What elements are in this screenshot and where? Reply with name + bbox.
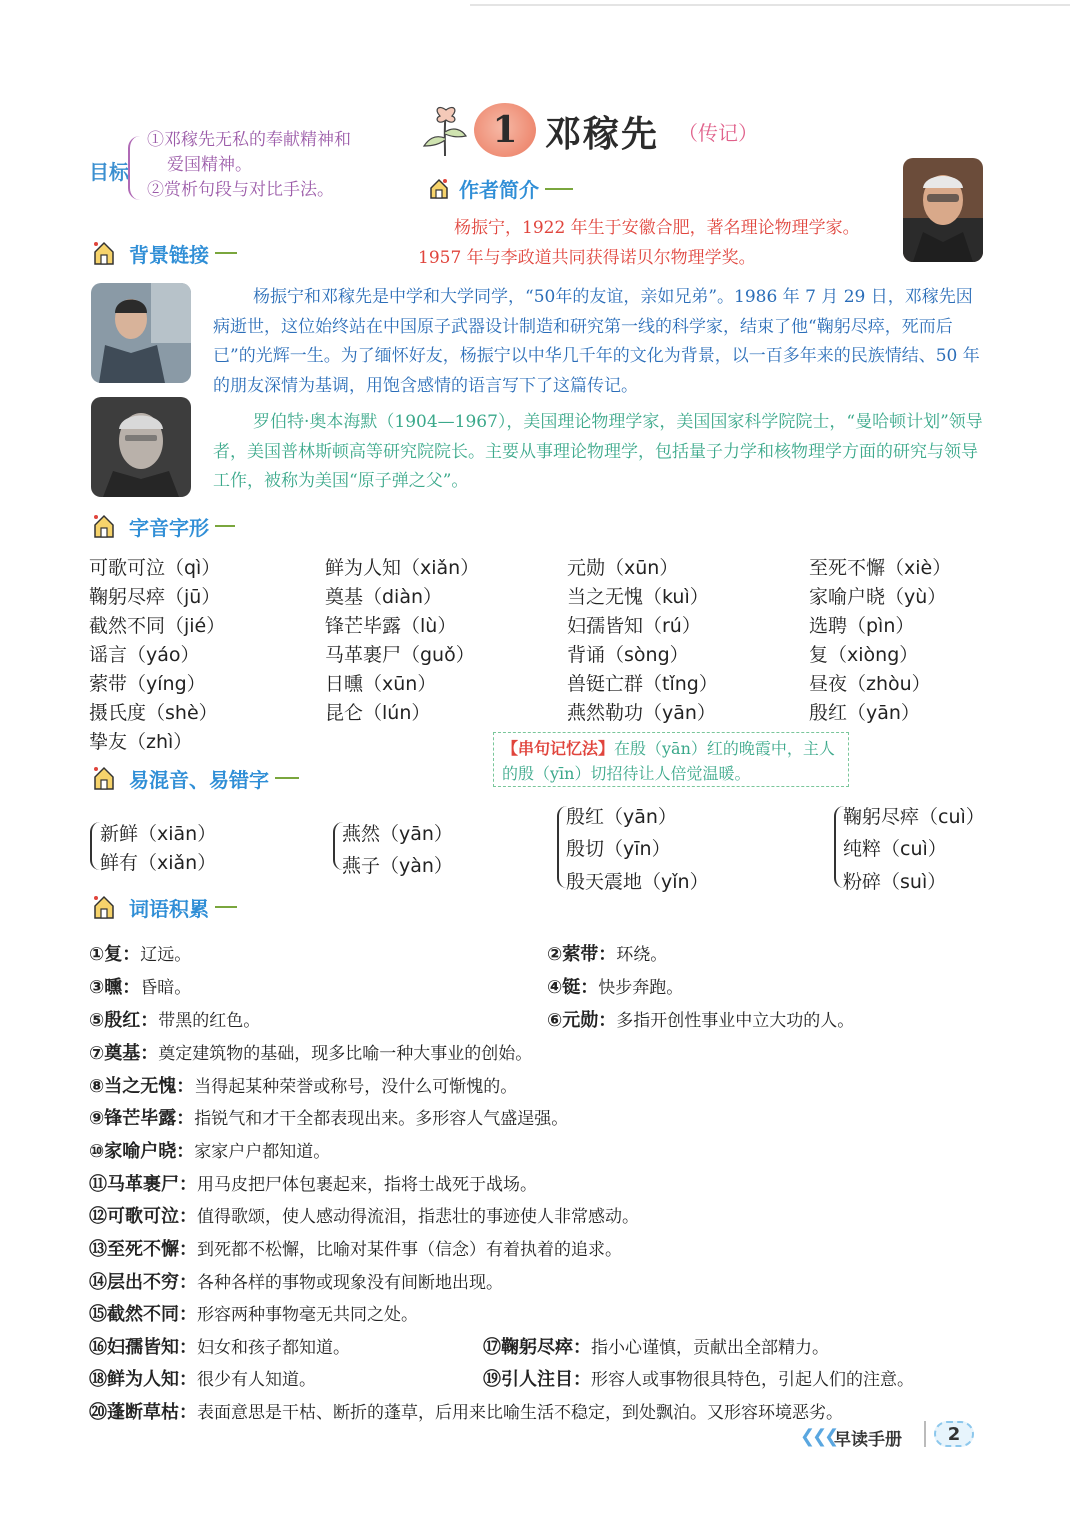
pronunciation-item: 背诵（sòng）: [567, 644, 689, 666]
section-title: 易混音、易错字: [129, 767, 269, 792]
pronunciation-item: 昆仑（lún）: [325, 702, 431, 724]
flower-decoration-icon: [420, 98, 470, 158]
confusable-item: 鞠躬尽瘁（cuì）: [843, 806, 985, 828]
pencil-house-icon: [89, 238, 123, 268]
group-bracket: [90, 822, 100, 870]
section-header-pronunciation: [89, 511, 235, 541]
pronunciation-item: 燕然勒功（yān）: [567, 702, 716, 724]
pronunciation-item: 殷红（yān）: [809, 702, 920, 724]
section-underline: [215, 252, 237, 254]
vocabulary-item: ⑤殷红：带黑的红色。: [89, 1010, 261, 1031]
author-portrait-image: [903, 158, 983, 262]
vocabulary-item: ⑩家喻户晓：家家户户都知道。: [89, 1141, 331, 1162]
memory-tip-box: [493, 732, 849, 787]
vocabulary-item: ⑮截然不同：形容两种事物毫无共同之处。: [89, 1304, 418, 1325]
pencil-house-icon: [89, 892, 123, 922]
author-intro-line: 1957 年与李政道共同获得诺贝尔物理学奖。: [418, 248, 756, 268]
page-number: 2: [934, 1421, 974, 1447]
vocabulary-item: ⑧当之无愧：当得起某种荣誉或称号，没什么可惭愧的。: [89, 1076, 518, 1097]
pronunciation-item: 锋芒毕露（lù）: [325, 615, 457, 637]
section-title: 词语积累: [129, 896, 209, 921]
lesson-genre: （传记）: [678, 121, 758, 145]
section-title: 背景链接: [129, 242, 209, 267]
section-title: 字音字形: [129, 515, 209, 540]
vocabulary-item: ⑬至死不懈：到死都不松懈，比喻对某件事（信念）有着执着的追求。: [89, 1239, 622, 1260]
memory-tip-title: 【串句记忆法】: [502, 739, 615, 758]
confusable-item: 纯粹（cuì）: [843, 838, 947, 860]
vocabulary-item: ③曛：昏暗。: [89, 977, 192, 998]
pencil-house-icon: [427, 176, 453, 202]
background-paragraph-1: 杨振宁和邓稼先是中学和大学同学，“50年的友谊，亲如兄弟”。1986 年 7 月 29 日，邓稼先因病逝世，这位始终站在中国原子武器设计制造和研究第一线的科学家，结束了他“鞠躬尽瘁，死而后已”的光辉一生。为了缅怀好友，杨振宁以中华几千年的文化为背景，以一百多年来的民族情结、50 年的朋友深情为基调，用饱含感情的语言写下了这篇传记。: [213, 287, 980, 396]
memory-tip-text: 在殷（yān）红的晚霞中，主人的殷（yīn）切招待让人倍觉温暖。: [502, 739, 835, 783]
vocabulary-item: ⑱鲜为人知：很少有人知道。: [89, 1369, 316, 1390]
vocabulary-item: ⑫可歌可泣：值得歌颂，使人感动得流泪，指悲壮的事迹使人非常感动。: [89, 1206, 639, 1227]
vocabulary-item: ⑪马革裹尸：用马皮把尸体包裹起来，指将士战死于战场。: [89, 1174, 537, 1195]
pronunciation-item: 摄氏度（shè）: [89, 702, 218, 724]
section-underline: [275, 777, 299, 779]
author-intro-line: 杨振宁，1922 年生于安徽合肥，著名理论物理学家。: [454, 218, 860, 238]
footer-arrows-icon: ❮❮❮: [800, 1426, 837, 1447]
pronunciation-item: 兽铤亡群（tǐng）: [567, 673, 718, 695]
vocabulary-item: ⑦奠基：奠定建筑物的基础，现多比喻一种大事业的创始。: [89, 1043, 533, 1064]
pronunciation-item: 可歌可泣（qì）: [89, 557, 221, 579]
section-underline: [215, 906, 237, 908]
objectives-list: [147, 128, 407, 203]
objectives-brace: [128, 136, 144, 200]
footer-label: 早读手册: [834, 1430, 902, 1450]
oppenheimer-photo: [91, 397, 191, 497]
lesson-title: 邓稼先: [545, 113, 660, 155]
objective-item: 爱国精神。: [167, 155, 252, 175]
vocabulary-item: ①复：辽远。: [89, 944, 192, 965]
confusable-item: 粉碎（suì）: [843, 871, 947, 893]
pronunciation-item: 截然不同（jié）: [89, 615, 226, 637]
pronunciation-item: 萦带（yíng）: [89, 673, 206, 695]
pronunciation-item: 马革裹尸（guǒ）: [325, 644, 475, 666]
section-header-background: [89, 238, 237, 268]
pronunciation-item: 鲜为人知（xiǎn）: [325, 557, 480, 579]
confusable-item: 鲜有（xiǎn）: [100, 852, 217, 874]
pronunciation-item: 元勋（xūn）: [567, 557, 679, 579]
objective-item: ①邓稼先无私的奉献精神和: [147, 130, 351, 150]
background-paragraph-2: 罗伯特·奥本海默（1904—1967），美国理论物理学家，美国国家科学院院士，“曼哈顿计划”领导者，美国普林斯顿高等研究院院长。主要从事理论物理学，包括量子力学和核物理学方面的研究与领导工作，被称为美国“原子弹之父”。: [213, 412, 983, 491]
vocabulary-item: ⑨锋芒毕露：指锐气和才干全都表现出来。多形容人气盛逞强。: [89, 1108, 569, 1129]
confusable-item: 燕子（yàn）: [342, 855, 453, 877]
section-underline: [215, 525, 235, 527]
pronunciation-item: 昼夜（zhòu）: [809, 673, 931, 695]
pronunciation-item: 鞠躬尽瘁（jū）: [89, 586, 221, 608]
pronunciation-item: 谣言（yáo）: [89, 644, 200, 666]
pencil-house-icon: [89, 511, 123, 541]
vocabulary-item: ④铤：快步奔跑。: [547, 977, 684, 998]
pronunciation-item: 日曛（xūn）: [325, 673, 437, 695]
pronunciation-item: 至死不懈（xiè）: [809, 557, 952, 579]
section-title: 作者简介: [459, 178, 539, 202]
vocabulary-item: ⑳蓬断草枯：表面意思是干枯、断折的蓬草，后用来比喻生活不稳定，到处飘泊。又形容环境恶劣。: [89, 1402, 843, 1423]
confusable-item: 殷天震地（yǐn）: [566, 871, 709, 893]
section-header-author: [427, 174, 573, 203]
pencil-house-icon: [89, 763, 123, 793]
section-header-vocabulary: [89, 892, 237, 922]
deng-jiaxian-photo: [91, 283, 191, 383]
author-intro: [418, 213, 898, 273]
pronunciation-item: 妇孺皆知（rú）: [567, 615, 701, 637]
pronunciation-item: 奠基（diàn）: [325, 586, 443, 608]
pronunciation-item: 选聘（pìn）: [809, 615, 915, 637]
vocabulary-item: ⑯妇孺皆知：妇女和孩子都知道。: [89, 1337, 350, 1358]
section-underline: [545, 188, 573, 190]
pronunciation-item: 挚友（zhì）: [89, 731, 193, 753]
section-header-confusables: [89, 763, 299, 793]
pronunciation-item: 家喻户晓（yù）: [809, 586, 947, 608]
confusable-item: 燕然（yān）: [342, 823, 453, 845]
confusable-item: 新鲜（xiān）: [100, 823, 217, 845]
vocabulary-item: ⑭层出不穷：各种各样的事物或现象没有间断地出现。: [89, 1272, 503, 1293]
vocabulary-item: ②萦带：环绕。: [547, 944, 668, 965]
top-rule: [470, 4, 1070, 6]
objectives-label: 目标: [89, 160, 129, 184]
footer-separator: [924, 1421, 926, 1447]
vocabulary-item: ⑲引人注目：形容人或事物很具特色，引起人们的注意。: [483, 1369, 914, 1390]
objective-item: ②赏析句段与对比手法。: [147, 180, 334, 200]
pronunciation-item: 复（xiòng）: [809, 644, 919, 666]
confusable-item: 殷切（yīn）: [566, 838, 671, 860]
confusable-item: 殷红（yān）: [566, 806, 677, 828]
vocabulary-item: ⑥元勋：多指开创性事业中立大功的人。: [547, 1010, 855, 1031]
lesson-number-badge: [474, 103, 536, 157]
pronunciation-item: 当之无愧（kuì）: [567, 586, 709, 608]
lesson-number: 1: [492, 109, 518, 151]
vocabulary-item: ⑰鞠躬尽瘁：指小心谨慎，贡献出全部精力。: [483, 1337, 829, 1358]
